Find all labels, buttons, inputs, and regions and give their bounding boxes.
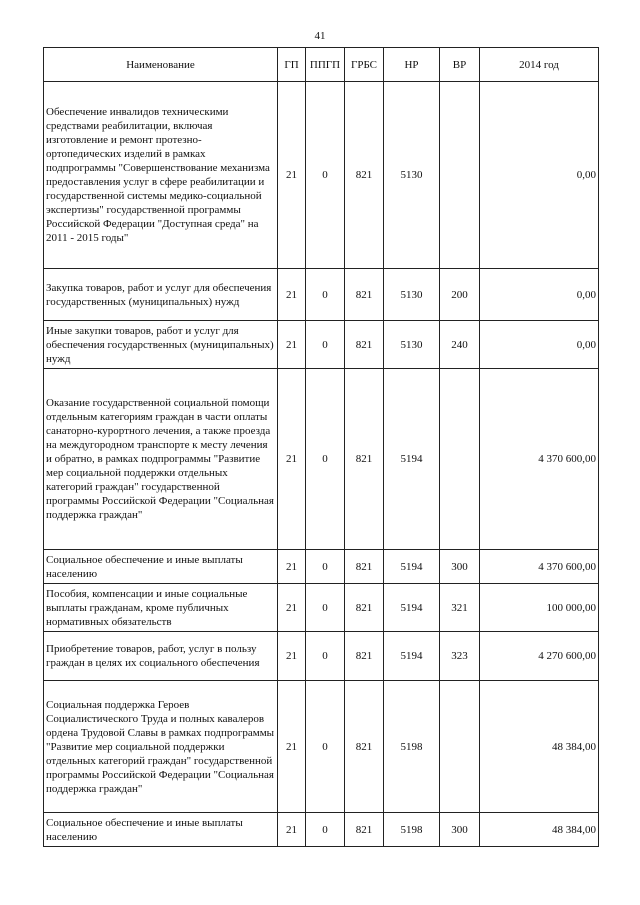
row-nr: 5198 bbox=[384, 681, 440, 813]
row-ppgp: 0 bbox=[306, 550, 345, 584]
row-ppgp: 0 bbox=[306, 269, 345, 321]
row-nr: 5194 bbox=[384, 369, 440, 550]
header-nr: НР bbox=[384, 48, 440, 82]
row-gp: 21 bbox=[278, 813, 306, 847]
row-grbs: 821 bbox=[345, 369, 384, 550]
row-nr: 5130 bbox=[384, 321, 440, 369]
row-amount: 100 000,00 bbox=[480, 584, 599, 632]
table-row bbox=[44, 632, 599, 681]
row-gp: 21 bbox=[278, 321, 306, 369]
row-gp: 21 bbox=[278, 82, 306, 269]
page-number: 41 bbox=[314, 30, 326, 42]
table-row bbox=[44, 82, 599, 269]
table-row bbox=[44, 321, 599, 369]
row-gp: 21 bbox=[278, 632, 306, 681]
row-name: Закупка товаров, работ и услуг для обеспечения государственных (муниципальных) нужд bbox=[44, 269, 278, 321]
row-gp: 21 bbox=[278, 550, 306, 584]
table-row bbox=[44, 584, 599, 632]
row-gp: 21 bbox=[278, 369, 306, 550]
row-ppgp: 0 bbox=[306, 369, 345, 550]
row-amount: 0,00 bbox=[480, 82, 599, 269]
row-nr: 5130 bbox=[384, 269, 440, 321]
row-amount: 0,00 bbox=[480, 269, 599, 321]
row-grbs: 821 bbox=[345, 584, 384, 632]
header-vr: ВР bbox=[440, 48, 480, 82]
row-grbs: 821 bbox=[345, 813, 384, 847]
row-grbs: 821 bbox=[345, 632, 384, 681]
row-gp: 21 bbox=[278, 269, 306, 321]
row-amount: 4 370 600,00 bbox=[480, 369, 599, 550]
row-name: Обеспечение инвалидов техническими средствами реабилитации, включая изготовление и ремонт протезно-ортопедических изделий в рамках подпрограммы "Совершенствование механизма предоставления услуг в сфере реабилитации и государственной системы медико-социальной экспертизы" государственной программы Российской Федерации "Доступная среда" на 2011 - 2015 годы" bbox=[44, 82, 278, 269]
row-name: Социальное обеспечение и иные выплаты населению bbox=[44, 813, 278, 847]
row-ppgp: 0 bbox=[306, 681, 345, 813]
row-name: Приобретение товаров, работ, услуг в пользу граждан в целях их социального обеспечения bbox=[44, 632, 278, 681]
table-row bbox=[44, 550, 599, 584]
budget-table bbox=[43, 47, 599, 847]
row-vr: 323 bbox=[440, 632, 480, 681]
row-ppgp: 0 bbox=[306, 813, 345, 847]
row-name: Пособия, компенсации и иные социальные выплаты гражданам, кроме публичных нормативных обязательств bbox=[44, 584, 278, 632]
row-vr bbox=[440, 369, 480, 550]
row-amount: 4 370 600,00 bbox=[480, 550, 599, 584]
row-vr: 300 bbox=[440, 550, 480, 584]
row-nr: 5130 bbox=[384, 82, 440, 269]
row-vr: 240 bbox=[440, 321, 480, 369]
row-name: Иные закупки товаров, работ и услуг для обеспечения государственных (муниципальных) нужд bbox=[44, 321, 278, 369]
row-amount: 4 270 600,00 bbox=[480, 632, 599, 681]
row-vr bbox=[440, 82, 480, 269]
row-amount: 48 384,00 bbox=[480, 681, 599, 813]
row-ppgp: 0 bbox=[306, 321, 345, 369]
row-gp: 21 bbox=[278, 584, 306, 632]
header-grbs: ГРБС bbox=[345, 48, 384, 82]
row-vr: 200 bbox=[440, 269, 480, 321]
row-name: Социальное обеспечение и иные выплаты населению bbox=[44, 550, 278, 584]
row-nr: 5194 bbox=[384, 584, 440, 632]
row-amount: 48 384,00 bbox=[480, 813, 599, 847]
header-row bbox=[44, 48, 599, 82]
row-vr: 300 bbox=[440, 813, 480, 847]
table-row bbox=[44, 369, 599, 550]
table-row bbox=[44, 681, 599, 813]
row-grbs: 821 bbox=[345, 321, 384, 369]
row-ppgp: 0 bbox=[306, 82, 345, 269]
header-year: 2014 год bbox=[480, 48, 599, 82]
row-grbs: 821 bbox=[345, 681, 384, 813]
header-gp: ГП bbox=[278, 48, 306, 82]
row-vr bbox=[440, 681, 480, 813]
table-row bbox=[44, 813, 599, 847]
row-amount: 0,00 bbox=[480, 321, 599, 369]
header-name: Наименование bbox=[44, 48, 278, 82]
row-vr: 321 bbox=[440, 584, 480, 632]
row-name: Социальная поддержка Героев Социалистического Труда и полных кавалеров ордена Трудовой Славы в рамках подпрограммы "Развитие мер социальной поддержки отдельных категорий граждан" государственной программы Российской Федерации "Социальная поддержка граждан" bbox=[44, 681, 278, 813]
header-ppgp: ППГП bbox=[306, 48, 345, 82]
row-grbs: 821 bbox=[345, 550, 384, 584]
row-name: Оказание государственной социальной помощи отдельным категориям граждан в части оплаты санаторно-курортного лечения, а также проезда на междугородном транспорте к месту лечения и обратно, в рамках подпрограммы "Развитие мер социальной поддержки отдельных категорий граждан" государственной программы Российской Федерации "Социальная поддержка граждан" bbox=[44, 369, 278, 550]
table-row bbox=[44, 269, 599, 321]
row-grbs: 821 bbox=[345, 82, 384, 269]
row-nr: 5198 bbox=[384, 813, 440, 847]
row-ppgp: 0 bbox=[306, 632, 345, 681]
row-ppgp: 0 bbox=[306, 584, 345, 632]
row-nr: 5194 bbox=[384, 632, 440, 681]
row-gp: 21 bbox=[278, 681, 306, 813]
row-grbs: 821 bbox=[345, 269, 384, 321]
row-nr: 5194 bbox=[384, 550, 440, 584]
